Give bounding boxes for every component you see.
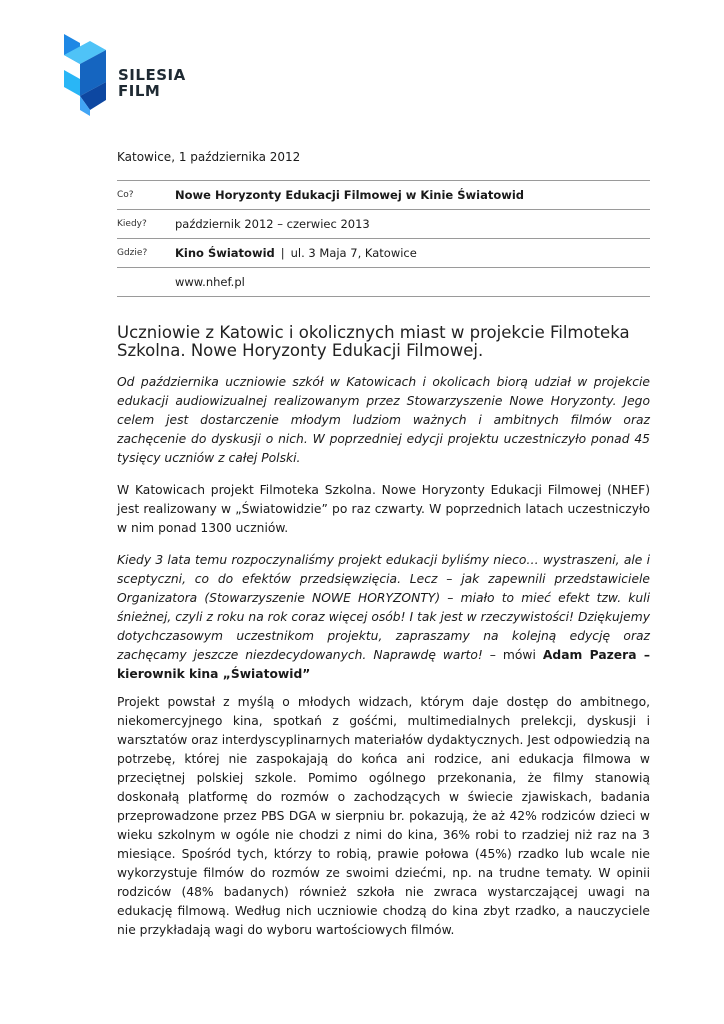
paragraph-4: Projekt powstał z myślą o młodych widzach, którym daje dostęp do ambitnego, niekomercyjnego kina, spotkań z gośćmi, multimedialnych prelekcji, dyskusji i warsztatów oraz interdyscyplinarnych materiałów dydaktycznych. Jest odpowiedzią na potrzebę, której nie zaspokajają do końca ani rodzice, ani edukacja filmowa w przeciętnej polskiej szkole. Pomimo ogólnego przekonania, że filmy stanowią doskonałą platformę do rozmów o zachodzących w świecie zjawiskach, badania przeprowadzone przez PBS DGA w sierpniu br. pokazują, że aż 42% rodziców dzieci w wieku szkolnym w ogóle nie chodzi z nimi do kina, 36% robi to rzadziej niż raz na 3 miesiące. Spośród tych, którzy to robią, prawie połowa (45%) rzadko lub wcale nie wykorzystuje filmów do rozmów ze swoimi dziećmi, np. na trudne tematy. W opinii rodziców (48% badanych) również szkoła nie zwraca wystarczającej uwagi na edukację filmową. Według nich uczniowie chodzą do kina zbyt rzadko, a nauczyciele nie przykładają wagi do wyboru wartościowych filmów. bbox=[117, 695, 650, 937]
quote-text: Kiedy 3 lata temu rozpoczynaliśmy projekt edukacji byliśmy nieco… wystraszeni, ale i sceptyczni, co do efektów przedsięwzięcia. Lecz – jak zapewnili przedstawiciele Organizatora (Stowarzyszenie NOWE HORYZONTY) – miało to mieć efekt tzw. kuli śnieżnej, czyli z roku na rok coraz więcej osób! I tak jest w rzeczywistości! Dziękujemy dotychczasowym uczestnikom projektu, zapraszamy na kolejną edycję oraz zachęcamy jeszcze niezdecydowanych. Naprawdę warto! bbox=[117, 553, 650, 662]
website-link[interactable]: www.nhef.pl bbox=[175, 275, 245, 289]
dateline: Katowice, 1 października 2012 bbox=[117, 150, 301, 164]
silesia-film-logo bbox=[60, 34, 200, 116]
article-headline: Uczniowie z Katowic i okolicznych miast w projekcie Filmoteka Szkolna. Nowe Horyzonty Edukacji Filmowej. bbox=[117, 323, 630, 360]
venue-name: Kino Światowid bbox=[175, 246, 275, 260]
quote-speaker: Adam Pazera – kierownik kina „Światowid” bbox=[117, 648, 651, 681]
lead-paragraph: Od października uczniowie szkół w Katowicach i okolicach biorą udział w projekcie edukacji audiowizualnej realizowanym przez Stowarzyszenie Nowe Horyzonty. Jego celem jest dostarczenie młodym ludziom ważnych i ambitnych filmów oraz zachęcenie do dyskusji o nich. W poprzedniej edycji projektu uczestniczyło ponad 45 tysięcy uczniów z całej Polski. bbox=[117, 375, 650, 465]
logo-word-film: FILM bbox=[118, 82, 161, 100]
info-label-what: Co? bbox=[117, 190, 134, 200]
info-row-what bbox=[117, 180, 650, 209]
venue-separator: | bbox=[280, 246, 285, 260]
info-value-where bbox=[175, 246, 417, 260]
info-value-what: Nowe Horyzonty Edukacji Filmowej w Kinie Światowid bbox=[175, 188, 525, 202]
info-row-when bbox=[117, 209, 650, 238]
info-row-website bbox=[117, 267, 650, 297]
info-row-where bbox=[117, 238, 650, 267]
venue-address: ul. 3 Maja 7, Katowice bbox=[290, 246, 417, 260]
quote-paragraph bbox=[117, 551, 650, 684]
paragraph-2: W Katowicach projekt Filmoteka Szkolna. Nowe Horyzonty Edukacji Filmowej (NHEF) jest realizowany w „Światowidzie” po raz czwarty. W poprzednich latach uczestniczyło w nim ponad 1300 uczniów. bbox=[117, 483, 650, 535]
event-info-table bbox=[117, 180, 650, 297]
info-label-where: Gdzie? bbox=[117, 248, 148, 258]
info-value-when: październik 2012 – czerwiec 2013 bbox=[175, 217, 370, 231]
logo-mark-icon bbox=[60, 34, 116, 116]
logo-word-silesia: SILESIA bbox=[118, 66, 186, 84]
quote-attribution: – mówi bbox=[482, 648, 543, 662]
info-label-when: Kiedy? bbox=[117, 219, 147, 229]
